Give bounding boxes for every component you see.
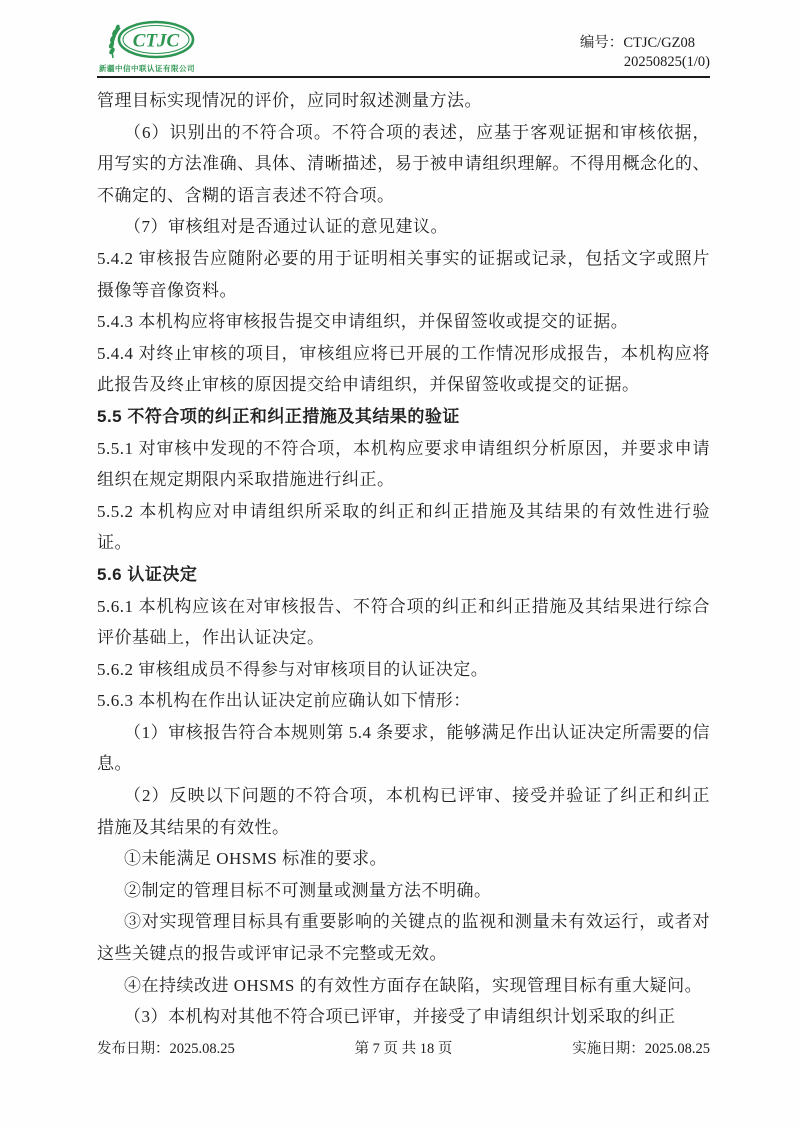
item-6: （6）识别出的不符合项。不符合项的表述，应基于客观证据和审核依据，用写实的方法准确、具体、清晰描述，易于被申请组织理解。不得用概念化的、不确定的、含糊的语言表述不符合项。	[97, 122, 710, 205]
implementation-date-value: 2025.08.25	[644, 1041, 710, 1057]
release-date	[97, 1037, 235, 1058]
clause-5-4-4: 5.4.4 对终止审核的项目，审核组应将已开展的工作情况形成报告，本机构应将此报告及终止审核的原因提交给申请组织，并保留签收或提交的证据。	[97, 343, 710, 395]
implementation-date	[572, 1037, 710, 1058]
doc-no-value: CTJC/GZ08	[623, 35, 696, 51]
subitem-circled-1: ①未能满足 OHSMS 标准的要求。	[124, 849, 388, 869]
subitem-circled-4: ④在持续改进 OHSMS 的有效性方面存在缺陷，实现管理目标有重大疑问。	[124, 975, 703, 995]
clause-5-6-3: 5.6.3 本机构在作出认证决定前应确认如下情形：	[97, 691, 471, 711]
doc-no-label: 编号：	[579, 35, 624, 51]
company-logo	[99, 20, 209, 74]
page-footer	[97, 1037, 710, 1058]
page-number: 第 7 页 共 18 页	[354, 1041, 453, 1057]
document-number	[580, 34, 710, 72]
ctjc-logo-icon	[99, 20, 195, 62]
subitem-circled-3: ③对实现管理目标具有重要影响的关键点的监视和测量未有效运行，或者对这些关键点的报告或评审记录不完整或无效。	[97, 912, 710, 964]
clause-5-4-3: 5.4.3 本机构应将审核报告提交申请组织，并保留签收或提交的证据。	[97, 312, 629, 332]
release-date-value: 2025.08.25	[169, 1041, 235, 1057]
clause-5-5-2: 5.5.2 本机构应对申请组织所采取的纠正和纠正措施及其结果的有效性进行验证。	[97, 501, 710, 553]
doc-no-revision: 20250825(1/0)	[623, 54, 710, 70]
logo-acronym: CTJC	[132, 30, 180, 52]
page-header	[97, 0, 710, 78]
item-7: （7）审核组对是否通过认证的意见建议。	[124, 217, 448, 237]
clause-5-6-2: 5.6.2 审核组成员不得参与对审核项目的认证决定。	[97, 659, 489, 679]
clause-5-4-2: 5.4.2 审核报告应随附必要的用于证明相关事实的证据或记录，包括文字或照片摄像等音像资料。	[97, 248, 710, 300]
section-5-5-heading: 5.5 不符合项的纠正和纠正措施及其结果的验证	[97, 406, 460, 426]
implementation-date-label: 实施日期：	[572, 1041, 645, 1057]
subitem-circled-2: ②制定的管理目标不可测量或测量方法不明确。	[124, 880, 492, 900]
clause-5-5-1: 5.5.1 对审核中发现的不符合项，本机构应要求申请组织分析原因，并要求申请组织在规定期限内采取措施进行纠正。	[97, 438, 710, 490]
paragraph-continuation: 管理目标实现情况的评价，应同时叙述测量方法。	[97, 91, 482, 110]
item-2: （2）反映以下问题的不符合项，本机构已评审、接受并验证了纠正和纠正措施及其结果的有效性。	[97, 786, 710, 837]
clause-5-6-1: 5.6.1 本机构应该在对审核报告、不符合项的纠正和纠正措施及其结果进行综合评价基础上，作出认证决定。	[97, 596, 710, 648]
release-date-label: 发布日期：	[97, 1041, 170, 1057]
section-5-6-heading: 5.6 认证决定	[97, 564, 198, 584]
item-3: （3）本机构对其他不符合项已评审，并接受了申请组织计划采取的纠正	[124, 1007, 676, 1027]
document-body	[97, 85, 710, 1033]
company-name: 新疆中信中联认证有限公司	[99, 64, 195, 73]
item-1: （1）审核报告符合本规则第 5.4 条要求，能够满足作出认证决定所需要的信息。	[97, 722, 710, 774]
